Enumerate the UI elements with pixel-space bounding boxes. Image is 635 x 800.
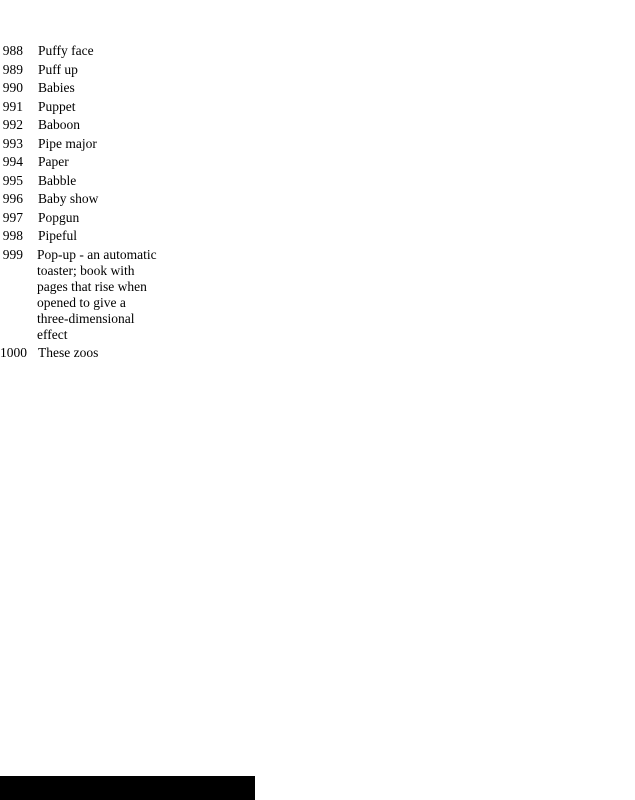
entry-text: Pipeful [38, 228, 77, 243]
list-item [0, 62, 200, 78]
list-item [0, 191, 200, 207]
entry-number: 991 [2, 98, 23, 114]
entry-number: 999 [2, 246, 23, 262]
list-item [0, 117, 200, 133]
entry-text: Babble [38, 172, 77, 188]
list-item [0, 154, 200, 170]
entry-number: 989 [2, 61, 23, 77]
entry-number: 988 [2, 43, 23, 58]
list-item [0, 173, 200, 189]
entry-text: Baboon [38, 117, 80, 132]
entry-number: 995 [2, 172, 23, 188]
entry-number: 998 [2, 228, 23, 243]
list-item [0, 80, 200, 96]
entry-list [0, 43, 200, 364]
list-item [0, 99, 200, 115]
entry-number: 997 [2, 209, 23, 225]
entry-text: These zoos [38, 345, 99, 360]
entry-text: Puff up [38, 61, 78, 77]
list-item [0, 247, 200, 343]
entry-number: 994 [2, 154, 23, 169]
entry-text: Pipe major [38, 135, 97, 151]
list-item [0, 345, 200, 361]
entry-number: 1000 [0, 345, 27, 360]
entry-text: Puppet [38, 98, 76, 114]
entry-text: Popgun [38, 209, 80, 225]
entry-number: 993 [2, 135, 23, 151]
entry-text: Babies [38, 80, 75, 95]
list-item [0, 43, 200, 59]
list-item [0, 228, 200, 244]
list-item [0, 136, 200, 152]
entry-text: Paper [38, 154, 69, 169]
entry-text: Pop-up - an automatic toaster; book with pages that rise when opened to give a three-dimensional effect [37, 246, 157, 342]
entry-number: 996 [2, 191, 23, 206]
entry-number: 990 [2, 80, 23, 95]
entry-number: 992 [2, 117, 23, 132]
bottom-black-bar [0, 776, 255, 800]
list-item [0, 210, 200, 226]
entry-text: Baby show [38, 191, 99, 206]
entry-text: Puffy face [38, 43, 94, 58]
